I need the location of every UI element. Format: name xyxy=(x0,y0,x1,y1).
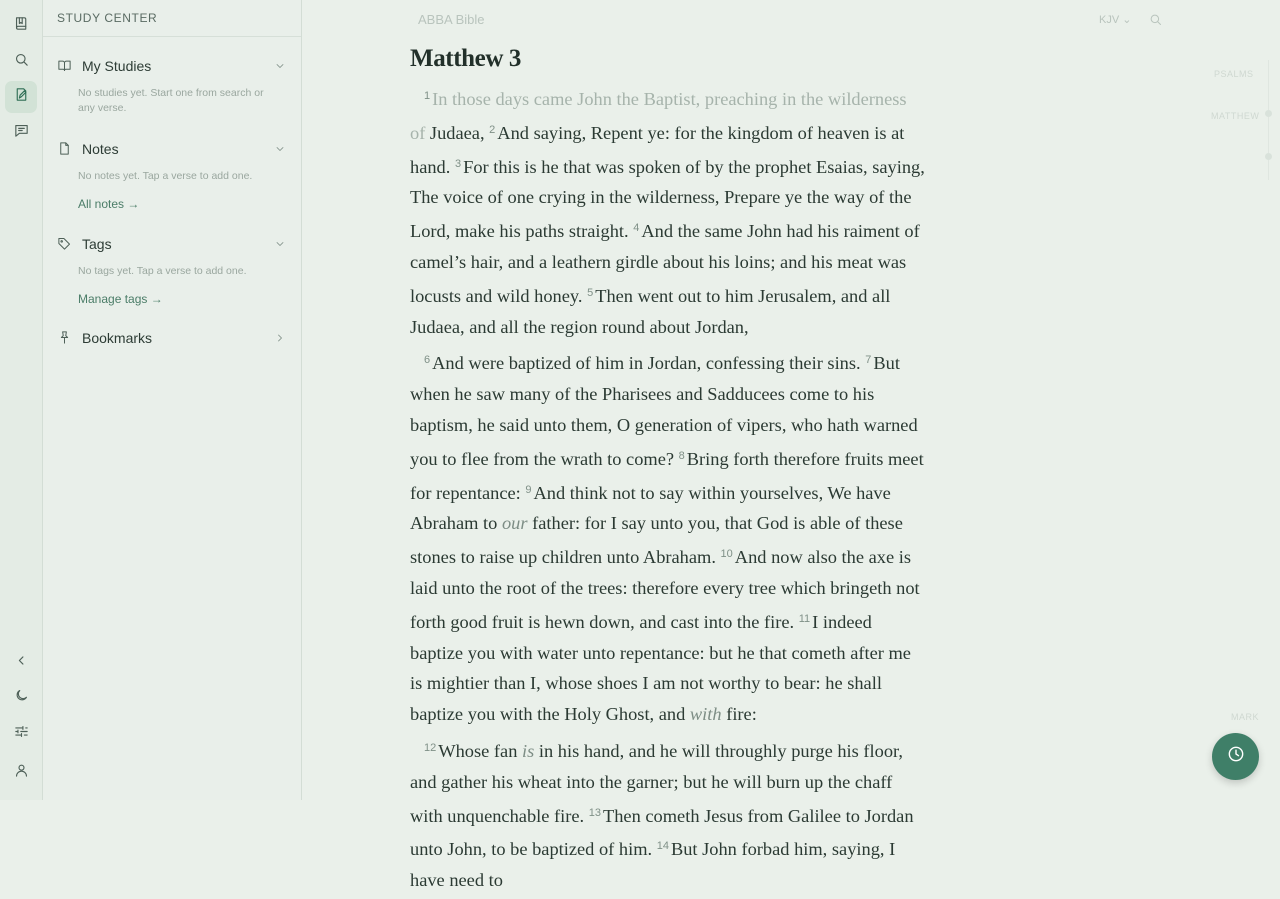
verse-text: Judaea, xyxy=(429,122,485,143)
verse-text: For this is he that was spoken of by the prophet Esaias, saying, The voice of one crying in the wilderness, Prepare ye the way of the Lord, make his paths straight. xyxy=(410,156,925,242)
chevron-down-icon xyxy=(274,59,288,73)
verse-text: Whose fan xyxy=(438,740,522,761)
verse-text: I indeed baptize you with water unto repentance: but he that cometh after me is mightier than I, whose shoes I am not worthy to bear: he shall baptize you with the Holy Ghost, and xyxy=(410,611,911,725)
library-button[interactable] xyxy=(5,10,37,42)
collapse-sidebar-button[interactable] xyxy=(5,647,37,679)
verse-number: 14 xyxy=(656,840,669,853)
account-button[interactable] xyxy=(5,757,37,789)
book-label: MATTHEW xyxy=(1211,111,1260,121)
verse-text: And saying, Repent ye: for the kingdom of heaven is at hand. xyxy=(410,122,905,177)
verse-text: And now also the axe is laid unto the root of the trees: therefore every tree which bringeth not forth good fruit is hewn down, and cast into the fire. xyxy=(410,547,920,632)
verse-text: Then went out to him Jerusalem, and all Judaea, and all the region round about Jordan, xyxy=(410,285,891,337)
verse-text: In those days came John the Baptist, preaching in the wilderness of xyxy=(410,89,907,143)
book-marker[interactable] xyxy=(1265,110,1272,117)
verse-number: 4 xyxy=(633,222,640,235)
verse-number: 1 xyxy=(424,90,431,102)
search-button[interactable] xyxy=(5,46,37,78)
chevron-left-icon xyxy=(13,652,30,674)
verse-number: 12 xyxy=(424,741,437,754)
user-icon xyxy=(13,762,30,784)
verse[interactable] xyxy=(430,123,485,143)
book-label: PSALMS xyxy=(1214,69,1254,79)
icon-rail xyxy=(0,0,43,800)
section-notes xyxy=(43,134,302,211)
settings-button[interactable] xyxy=(5,718,37,750)
verse-number: 13 xyxy=(588,806,601,819)
search-icon xyxy=(1148,14,1163,31)
pin-icon xyxy=(57,330,74,347)
verse-text: in his hand, and he will throughly purge his floor, and gather his wheat into the garner; but he will burn up the chaff with unquenchable fire. xyxy=(410,740,904,826)
section-label: Tags xyxy=(82,236,112,252)
verse-text: Then cometh Jesus from Galilee to Jordan unto John, to be baptized of him. xyxy=(410,805,914,860)
verse-text: Bring forth therefore fruits meet for repentance: xyxy=(410,448,924,503)
verse-number: 3 xyxy=(454,157,462,170)
search-icon xyxy=(13,51,30,73)
chapter-paragraph xyxy=(410,81,925,342)
notes-header[interactable] xyxy=(43,134,302,164)
chapter-title: Matthew 3 xyxy=(410,45,521,72)
clock-icon xyxy=(1226,744,1246,769)
tag-icon xyxy=(57,236,74,253)
verse-text: But when he saw many of the Pharisees and Sadducees come to his baptism, he said unto them, O generation of vipers, who hath warned you to flee from the wrath to come? xyxy=(410,353,918,469)
verse-text: And think not to say within yourselves, We have Abraham to xyxy=(410,482,891,534)
chevron-down-icon xyxy=(274,237,288,251)
notes-empty-text: No notes yet. Tap a verse to add one. xyxy=(78,170,253,182)
verse-number: 10 xyxy=(720,548,733,561)
studies-empty-text: No studies yet. Start one from search or any verse. xyxy=(78,87,264,114)
library-icon xyxy=(13,15,30,37)
moon-icon xyxy=(13,687,30,709)
verse-text: But John forbad him, saying, I have need to xyxy=(410,839,896,891)
verse-number: 2 xyxy=(489,123,496,136)
verse-number: 9 xyxy=(525,483,532,496)
section-label: My Studies xyxy=(82,58,152,74)
verse[interactable] xyxy=(424,353,861,373)
my-studies-header[interactable] xyxy=(43,51,302,81)
bookmarks-header[interactable] xyxy=(43,323,302,353)
book-label: MARK xyxy=(1231,712,1260,722)
verse-text: And the same John had his raiment of camel’s hair, and a leathern girdle about his loins; and his meat was locusts and wild honey. xyxy=(410,221,920,306)
chapter-text xyxy=(410,81,925,899)
panel-title: STUDY CENTER xyxy=(43,0,301,37)
book-navigator-track xyxy=(1268,60,1269,180)
history-button[interactable] xyxy=(1212,733,1259,780)
study-center-icon xyxy=(13,86,30,108)
section-label: Notes xyxy=(82,141,119,157)
theme-toggle-button[interactable] xyxy=(5,682,37,714)
study-center-button[interactable] xyxy=(5,81,37,113)
verse-number: 7 xyxy=(865,354,872,367)
chapter-paragraph xyxy=(410,345,925,730)
chevron-down-icon xyxy=(274,142,288,156)
tags-header[interactable] xyxy=(43,229,302,259)
section-label: Bookmarks xyxy=(82,330,153,346)
verse-text: father: for I say unto you, that God is able of these stones to raise up children unto Abraham. xyxy=(410,513,903,568)
verse-number: 11 xyxy=(798,612,811,625)
all-notes-link[interactable]: All notes → xyxy=(78,197,140,211)
book-marker[interactable] xyxy=(1265,153,1272,160)
sliders-icon xyxy=(13,723,30,745)
section-my-studies xyxy=(43,51,302,116)
verse-number: 8 xyxy=(678,449,685,462)
manage-tags-link[interactable]: Manage tags → xyxy=(78,292,163,306)
verse-number: 6 xyxy=(424,354,431,367)
supplied-word: is xyxy=(522,740,535,761)
version-select[interactable]: KJV ⌄ xyxy=(1099,14,1132,26)
reader-search-button[interactable] xyxy=(1148,12,1164,28)
section-bookmarks xyxy=(43,323,302,353)
verse-number: 5 xyxy=(587,286,594,299)
supplied-word: our xyxy=(501,513,528,534)
verse-text: And were baptized of him in Jordan, confessing their sins. xyxy=(432,353,861,374)
chapter-paragraph xyxy=(410,733,925,896)
section-tags xyxy=(43,229,302,306)
chat-icon xyxy=(13,122,30,144)
verse-text: fire: xyxy=(721,704,757,725)
app-title: ABBA Bible xyxy=(418,12,485,27)
chevron-right-icon xyxy=(274,331,288,345)
study-center-panel xyxy=(43,0,302,800)
supplied-word: with xyxy=(689,704,722,725)
tags-empty-text: No tags yet. Tap a verse to add one. xyxy=(78,265,247,277)
chat-button[interactable] xyxy=(5,117,37,149)
book-open-icon xyxy=(57,58,74,75)
file-icon xyxy=(57,141,74,158)
